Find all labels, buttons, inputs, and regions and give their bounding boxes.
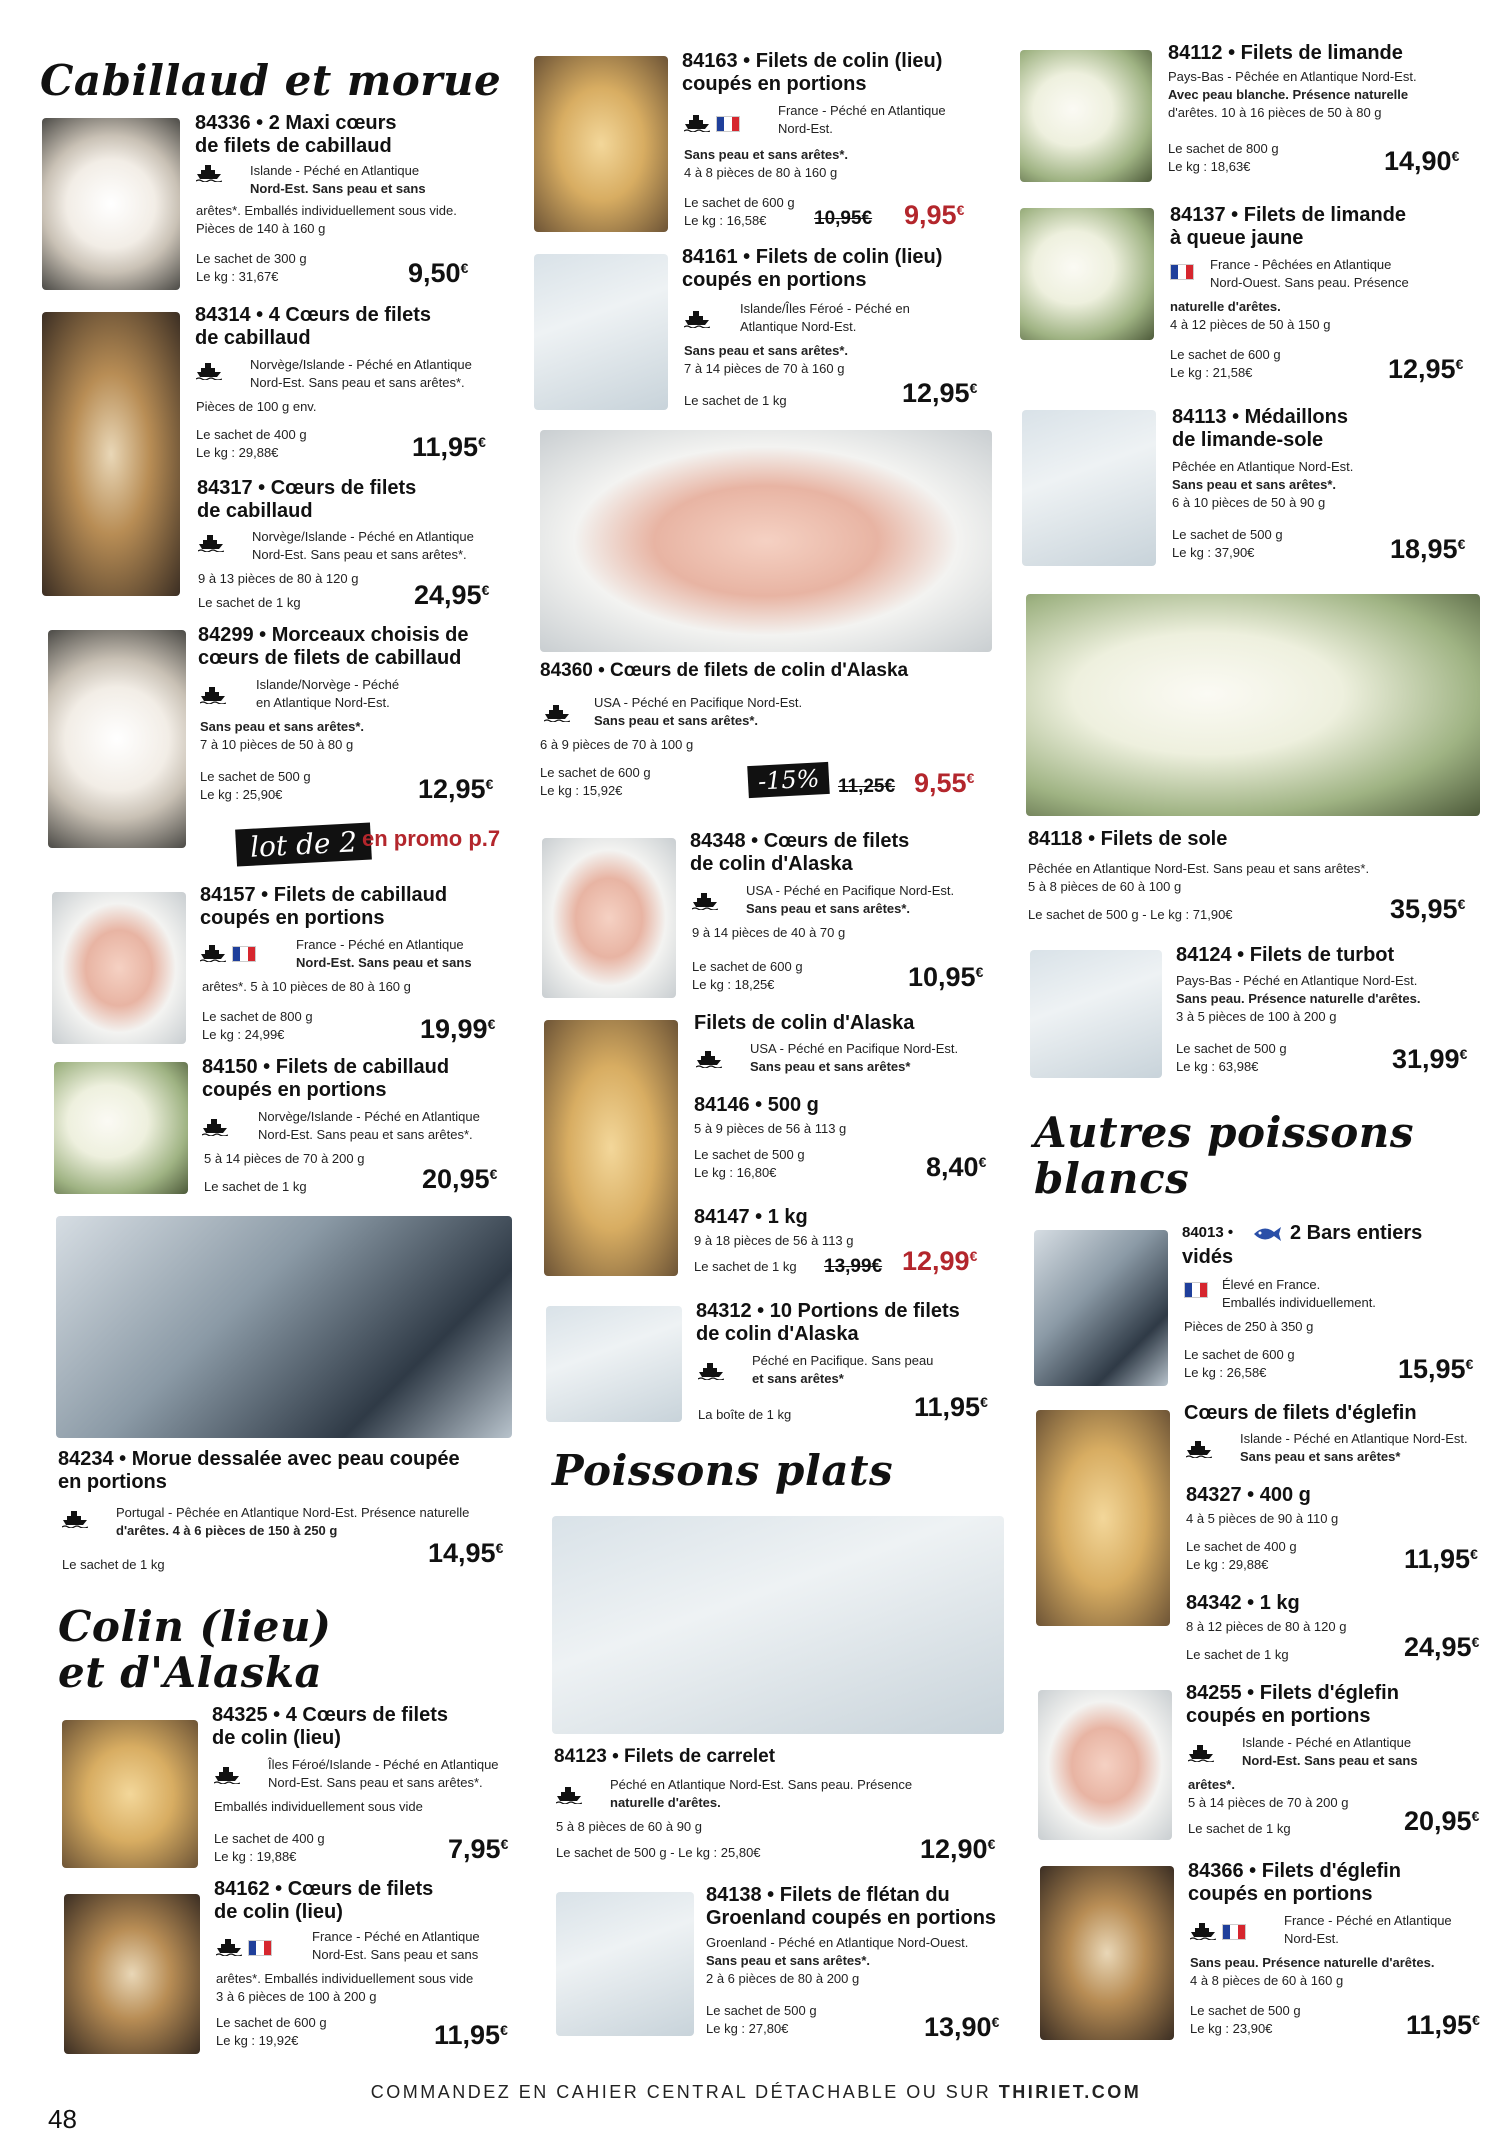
- price: 15,95€: [1398, 1354, 1474, 1384]
- info: Péché en Pacifique. Sans peau: [752, 1353, 934, 1368]
- info: Sans peau et sans arêtes*.: [706, 1953, 871, 1968]
- price: 12,95€: [418, 774, 494, 804]
- product-photo: [1020, 208, 1154, 340]
- product-photo: [540, 430, 992, 652]
- product-title: 84255 • Filets d'églefin coupés en portions: [1186, 1682, 1399, 1727]
- fishing-boat-icon: [684, 310, 710, 328]
- price-per-kg: Le kg : 23,90€: [1190, 2021, 1273, 2036]
- info: 4 à 8 pièces de 60 à 160 g: [1190, 1973, 1344, 1988]
- promo-price: 9,55€: [914, 768, 975, 798]
- origin: Pays-Bas - Péché en Atlantique Nord-Est.: [1176, 973, 1418, 988]
- info: 6 à 10 pièces de 50 à 90 g: [1172, 495, 1326, 510]
- pack-size: Le sachet de 500 g: [706, 2003, 817, 2018]
- origin: Nord-Ouest. Sans peau. Présence: [1210, 275, 1409, 290]
- lot-badge: lot de 2: [235, 822, 372, 866]
- origin: Nord-Est.: [1284, 1931, 1339, 1946]
- fish-logo-icon: [1252, 1224, 1282, 1244]
- origin: en Atlantique Nord-Est.: [256, 695, 390, 710]
- french-flag-icon: [248, 1940, 272, 1956]
- info: 5 à 14 pièces de 70 à 200 g: [204, 1151, 365, 1166]
- info: Sans peau. Présence naturelle d'arêtes.: [1176, 991, 1421, 1006]
- pack-size: La boîte de 1 kg: [698, 1407, 792, 1422]
- pack-size: Le sachet de 500 g - Le kg : 71,90€: [1028, 907, 1233, 922]
- product-title: 84123 • Filets de carrelet: [554, 1746, 776, 1767]
- discount-badge: -15%: [747, 762, 830, 798]
- fishing-boat-icon: [198, 534, 224, 552]
- pack-size: Le sachet de 1 kg: [694, 1259, 797, 1274]
- product-title: 84118 • Filets de sole: [1028, 828, 1228, 850]
- info: 5 à 8 pièces de 60 à 100 g: [1028, 879, 1182, 894]
- fishing-boat-icon: [62, 1510, 88, 1528]
- product-photo: [1026, 594, 1480, 816]
- product-title: 84163 • Filets de colin (lieu) coupés en portions: [682, 50, 943, 95]
- price-per-kg: Le kg : 63,98€: [1176, 1059, 1259, 1074]
- info: Avec peau blanche. Présence naturelle: [1168, 87, 1409, 102]
- product-photo: [1038, 1690, 1172, 1840]
- origin: Pêchée en Atlantique Nord-Est. Sans peau et sans arêtes*.: [1028, 861, 1370, 876]
- pack-size: Le sachet de 500 g: [1190, 2003, 1301, 2018]
- pack-size: Le sachet de 600 g: [684, 195, 795, 210]
- info: Sans peau et sans arêtes*: [1240, 1449, 1401, 1464]
- price: 12,95€: [1388, 354, 1464, 384]
- product-title: Filets de colin d'Alaska: [694, 1012, 915, 1034]
- info: Péché en Atlantique Nord-Est. Sans peau. Présence: [610, 1777, 913, 1792]
- pack-size: Le sachet de 800 g: [1168, 141, 1279, 156]
- info: et sans arêtes*: [752, 1371, 844, 1386]
- price-per-kg: Le kg : 24,99€: [202, 1027, 285, 1042]
- origin: USA - Péché en Pacifique Nord-Est.: [594, 695, 803, 710]
- product-title: Cœurs de filets d'églefin: [1184, 1402, 1417, 1424]
- info: Pièces de 140 à 160 g: [196, 221, 326, 236]
- price: 11,95€: [412, 432, 486, 462]
- product-title: 84314 • 4 Cœurs de filets de cabillaud: [195, 304, 431, 349]
- info: Sans peau et sans arêtes*.: [684, 343, 849, 358]
- info: d'arêtes. 4 à 6 pièces de 150 à 250 g: [116, 1523, 338, 1538]
- product-photo: [1040, 1866, 1174, 2040]
- pack-size: Le sachet de 400 g: [214, 1831, 325, 1846]
- price: 14,95€: [428, 1538, 504, 1568]
- product-photo: [64, 1894, 200, 2054]
- info: Sans peau et sans arêtes*.: [594, 713, 759, 728]
- pack-size: Le sachet de 1 kg: [198, 595, 301, 610]
- price-per-kg: Le kg : 18,25€: [692, 977, 775, 992]
- fishing-boat-icon: [216, 1938, 242, 1956]
- info: 7 à 14 pièces de 70 à 160 g: [684, 361, 845, 376]
- product-photo: [542, 838, 676, 998]
- info: d'arêtes. 10 à 16 pièces de 50 à 80 g: [1168, 105, 1382, 120]
- pack-size: Le sachet de 500 g: [200, 769, 311, 784]
- info: 9 à 18 pièces de 56 à 113 g: [694, 1233, 854, 1248]
- origin: Nord-Est. Sans peau et sans arêtes*.: [258, 1127, 473, 1142]
- info: 2 à 6 pièces de 80 à 200 g: [706, 1971, 860, 1986]
- info: 6 à 9 pièces de 70 à 100 g: [540, 737, 694, 752]
- info: 4 à 5 pièces de 90 à 110 g: [1186, 1511, 1339, 1526]
- product-title: vidés: [1182, 1246, 1234, 1268]
- price: 14,90€: [1384, 146, 1460, 176]
- french-flag-icon: [1222, 1924, 1246, 1940]
- product-title: 84348 • Cœurs de filets de colin d'Alaska: [690, 830, 910, 875]
- info: Sans peau et sans arêtes*.: [1172, 477, 1337, 492]
- pack-size: Le sachet de 500 g: [1176, 1041, 1287, 1056]
- origin: Islande - Péché en Atlantique: [250, 163, 420, 178]
- product-title: 84138 • Filets de flétan du Groenland coupés en portions: [706, 1884, 997, 1929]
- price: 24,95€: [414, 580, 490, 610]
- origin: France - Péché en Atlantique: [1284, 1913, 1452, 1928]
- origin: Nord-Est. Sans peau et sans: [296, 955, 472, 970]
- product-photo: [1022, 410, 1156, 566]
- product-photo: [1036, 1410, 1170, 1626]
- info: Nord-Est. Sans peau et sans: [1242, 1753, 1418, 1768]
- pack-size: Le sachet de 500 g: [1172, 527, 1283, 542]
- price-per-kg: Le kg : 25,90€: [200, 787, 283, 802]
- pack-size: Le sachet de 600 g: [692, 959, 803, 974]
- price-per-kg: Le kg : 37,90€: [1172, 545, 1255, 560]
- price-per-kg: Le kg : 29,88€: [196, 445, 279, 460]
- product-photo: [54, 1062, 188, 1194]
- pack-size: Le sachet de 600 g: [1170, 347, 1281, 362]
- info: 5 à 8 pièces de 60 à 90 g: [556, 1819, 703, 1834]
- origin: Nord-Est. Sans peau et sans arêtes*.: [250, 375, 465, 390]
- price: 20,95€: [422, 1164, 498, 1194]
- price: 19,99€: [420, 1014, 496, 1044]
- french-flag-icon: [1170, 264, 1194, 280]
- origin: Norvège/Islande - Péché en Atlantique: [250, 357, 472, 372]
- origin: France - Péché en Atlantique: [296, 937, 464, 952]
- old-price: 11,25€: [838, 776, 896, 797]
- promo-link[interactable]: en promo p.7: [362, 826, 501, 851]
- fishing-boat-icon: [556, 1786, 582, 1804]
- variant-title: 84327 • 400 g: [1186, 1484, 1311, 1506]
- info: 5 à 9 pièces de 56 à 113 g: [694, 1121, 847, 1136]
- product-title: 84113 • Médaillons de limande-sole: [1172, 406, 1348, 451]
- pack-size: Le sachet de 600 g: [540, 765, 651, 780]
- origin: Portugal - Pêchée en Atlantique Nord-Est. Présence naturelle: [116, 1505, 470, 1520]
- product-title: 84124 • Filets de turbot: [1176, 944, 1395, 966]
- origin: France - Péché en Atlantique: [312, 1929, 480, 1944]
- origin: Norvège/Islande - Péché en Atlantique: [258, 1109, 480, 1124]
- price: 11,95€: [1406, 2010, 1480, 2040]
- product-photo: [556, 1892, 694, 2036]
- product-photo: [1020, 50, 1152, 182]
- price: 9,50€: [408, 258, 469, 288]
- origin: Îles Féroé/Islande - Péché en Atlantique: [268, 1757, 499, 1772]
- old-price: 13,99€: [824, 1256, 883, 1277]
- info: naturelle d'arêtes.: [1170, 299, 1281, 314]
- pack-size: Le sachet de 600 g: [216, 2015, 327, 2030]
- old-price: 10,95€: [814, 208, 873, 229]
- product-title: 84234 • Morue dessalée avec peau coupée en portions: [58, 1448, 460, 1493]
- price-per-kg: Le kg : 21,58€: [1170, 365, 1253, 380]
- fishing-boat-icon: [214, 1766, 240, 1784]
- product-title: 84312 • 10 Portions de filets de colin d'Alaska: [696, 1300, 960, 1345]
- pack-size: Le sachet de 1 kg: [1188, 1821, 1291, 1836]
- price: 20,95€: [1404, 1806, 1480, 1836]
- french-flag-icon: [1184, 1282, 1208, 1298]
- pack-size: Le sachet de 400 g: [1186, 1539, 1297, 1554]
- fishing-boat-icon: [1188, 1744, 1214, 1762]
- origin: Pays-Bas - Pêchée en Atlantique Nord-Est.: [1168, 69, 1417, 84]
- origin: Islande - Péché en Atlantique Nord-Est.: [1240, 1431, 1468, 1446]
- info: Emballés individuellement sous vide: [214, 1799, 423, 1814]
- product-photo: [62, 1720, 198, 1868]
- product-photo: [42, 118, 180, 290]
- origin: France - Pêchées en Atlantique: [1210, 257, 1392, 272]
- site-link[interactable]: THIRIET.COM: [998, 2082, 1142, 2102]
- price: 13,90€: [924, 2012, 1000, 2042]
- origin: Nord-Est.: [778, 121, 833, 136]
- price: 7,95€: [448, 1834, 509, 1864]
- info: 9 à 14 pièces de 40 à 70 g: [692, 925, 846, 940]
- price: 31,99€: [1392, 1044, 1468, 1074]
- product-photo: [552, 1516, 1004, 1734]
- origin: France - Péché en Atlantique: [778, 103, 946, 118]
- info: 7 à 10 pièces de 50 à 80 g: [200, 737, 354, 752]
- price: 10,95€: [908, 962, 984, 992]
- price: 35,95€: [1390, 894, 1466, 924]
- price-per-kg: Le kg : 31,67€: [196, 269, 279, 284]
- origin: Islande/Norvège - Péché: [256, 677, 400, 692]
- product-photo: [546, 1306, 682, 1422]
- origin: Nord-Est. Sans peau et sans arêtes*.: [252, 547, 467, 562]
- info: Pièces de 250 à 350 g: [1184, 1319, 1314, 1334]
- pack-size: Le sachet de 1 kg: [684, 393, 787, 408]
- promo-price: 12,99€: [902, 1246, 978, 1276]
- fishing-boat-icon: [698, 1362, 724, 1380]
- origin: Groenland - Péché en Atlantique Nord-Ouest.: [706, 1935, 969, 1950]
- variant-title: 84146 • 500 g: [694, 1094, 819, 1116]
- product-photo: [52, 892, 186, 1044]
- variant-title: 84342 • 1 kg: [1186, 1592, 1300, 1614]
- pack-size: Le sachet de 1 kg: [204, 1179, 307, 1194]
- price-per-kg: Le kg : 19,92€: [216, 2033, 299, 2048]
- info: Pièces de 100 g env.: [196, 399, 317, 414]
- french-flag-icon: [716, 116, 740, 132]
- origin: Islande - Péché en Atlantique: [1242, 1735, 1412, 1750]
- product-photo: [534, 56, 668, 232]
- product-title: 84299 • Morceaux choisis de cœurs de filets de cabillaud: [198, 624, 469, 669]
- product-code: 84013 •: [1182, 1224, 1234, 1241]
- info: Sans peau. Présence naturelle d'arêtes.: [1190, 1955, 1435, 1970]
- origin: USA - Péché en Pacifique Nord-Est.: [746, 883, 955, 898]
- info: Sans peau et sans arêtes*.: [200, 719, 365, 734]
- info: 5 à 14 pièces de 70 à 200 g: [1188, 1795, 1349, 1810]
- price: 18,95€: [1390, 534, 1466, 564]
- pack-size: Le sachet de 300 g: [196, 251, 307, 266]
- origin: Nord-Est. Sans peau et sans: [312, 1947, 479, 1962]
- price-per-kg: Le kg : 15,92€: [540, 783, 623, 798]
- product-photo: [1034, 1230, 1168, 1386]
- price: 12,90€: [920, 1834, 996, 1864]
- product-title: 84112 • Filets de limande: [1168, 42, 1403, 64]
- info: naturelle d'arêtes.: [610, 1795, 721, 1810]
- info: 4 à 12 pièces de 50 à 150 g: [1170, 317, 1331, 332]
- price-per-kg: Le kg : 16,58€: [684, 213, 767, 228]
- price-per-kg: Le kg : 16,80€: [694, 1165, 777, 1180]
- pack-size: Le sachet de 800 g: [202, 1009, 313, 1024]
- section-title-poissons-plats: Poissons plats: [552, 1446, 894, 1495]
- info: Emballés individuellement.: [1222, 1295, 1376, 1310]
- price-per-kg: Le kg : 26,58€: [1184, 1365, 1267, 1380]
- price-per-kg: Le kg : 19,88€: [214, 1849, 297, 1864]
- origin: Nord-Est. Sans peau et sans: [250, 181, 426, 196]
- fishing-boat-icon: [696, 1050, 722, 1068]
- section-title-colin: Colin (lieu) et d'Alaska: [58, 1602, 332, 1698]
- promo-price: 9,95€: [904, 200, 965, 230]
- fishing-boat-icon: [196, 362, 222, 380]
- fishing-boat-icon: [200, 944, 226, 962]
- pack-size: Le sachet de 1 kg: [62, 1557, 165, 1572]
- fishing-boat-icon: [544, 704, 570, 722]
- info: arêtes*. 5 à 10 pièces de 80 à 160 g: [202, 979, 411, 994]
- info: Sans peau et sans arêtes*.: [684, 147, 849, 162]
- origin: Atlantique Nord-Est.: [740, 319, 857, 334]
- fishing-boat-icon: [1186, 1440, 1212, 1458]
- product-photo: [48, 630, 186, 848]
- price: 8,40€: [926, 1152, 987, 1182]
- product-title: 2 Bars entiers: [1290, 1222, 1423, 1244]
- page-number: 48: [48, 2104, 77, 2134]
- fishing-boat-icon: [196, 164, 222, 182]
- origin: Pêchée en Atlantique Nord-Est.: [1172, 459, 1354, 474]
- product-title: 84161 • Filets de colin (lieu) coupés en portions: [682, 246, 943, 291]
- fishing-boat-icon: [684, 114, 710, 132]
- section-title-autres: Autres poissons blancs: [1034, 1108, 1414, 1204]
- price: 12,95€: [902, 378, 978, 408]
- pack-size: Le sachet de 500 g: [694, 1147, 805, 1162]
- product-title: 84137 • Filets de limande à queue jaune: [1170, 204, 1406, 249]
- info: 3 à 5 pièces de 100 à 200 g: [1176, 1009, 1337, 1024]
- pack-size: Le sachet de 600 g: [1184, 1347, 1295, 1362]
- info: 4 à 8 pièces de 80 à 160 g: [684, 165, 838, 180]
- info: 8 à 12 pièces de 80 à 120 g: [1186, 1619, 1347, 1634]
- product-title: 84336 • 2 Maxi cœurs de filets de cabillaud: [195, 112, 397, 157]
- product-photo: [534, 254, 668, 410]
- info: Sans peau et sans arêtes*: [750, 1059, 911, 1074]
- french-flag-icon: [232, 946, 256, 962]
- info: arêtes*.: [1188, 1777, 1235, 1792]
- price-per-kg: Le kg : 29,88€: [1186, 1557, 1269, 1572]
- product-title: 84360 • Cœurs de filets de colin d'Alaska: [540, 660, 909, 681]
- product-photo: [1030, 950, 1162, 1078]
- pack-size: Le sachet de 1 kg: [1186, 1647, 1289, 1662]
- price-per-kg: Le kg : 27,80€: [706, 2021, 789, 2036]
- price: 11,95€: [434, 2020, 508, 2050]
- origin: USA - Péché en Pacifique Nord-Est.: [750, 1041, 959, 1056]
- product-title: 84325 • 4 Cœurs de filets de colin (lieu): [212, 1704, 448, 1749]
- origin: Norvège/Islande - Péché en Atlantique: [252, 529, 474, 544]
- fishing-boat-icon: [1190, 1922, 1216, 1940]
- footer-order-text: COMMANDEZ EN CAHIER CENTRAL DÉTACHABLE OU SUR THIRIET.COM: [370, 2082, 1142, 2102]
- product-photo: [42, 312, 180, 596]
- info: arêtes*. Emballés individuellement sous vide.: [196, 203, 457, 218]
- info: Sans peau et sans arêtes*.: [746, 901, 911, 916]
- pack-size: Le sachet de 500 g - Le kg : 25,80€: [556, 1845, 761, 1860]
- price: 11,95€: [914, 1392, 988, 1422]
- origin: Islande/Îles Féroé - Péché en: [740, 301, 910, 316]
- price: 24,95€: [1404, 1632, 1480, 1662]
- info: 9 à 13 pièces de 80 à 120 g: [198, 571, 359, 586]
- product-photo: [56, 1216, 512, 1438]
- fishing-boat-icon: [692, 892, 718, 910]
- origin: Nord-Est. Sans peau et sans arêtes*.: [268, 1775, 483, 1790]
- info: arêtes*. Emballés individuellement sous vide: [216, 1971, 474, 1986]
- product-title: 84366 • Filets d'églefin coupés en portions: [1188, 1860, 1401, 1905]
- product-title: 84162 • Cœurs de filets de colin (lieu): [214, 1878, 434, 1923]
- section-title-cabillaud: Cabillaud et morue: [40, 56, 502, 105]
- fishing-boat-icon: [200, 686, 226, 704]
- info: 3 à 6 pièces de 100 à 200 g: [216, 1989, 377, 2004]
- product-title: 84157 • Filets de cabillaud coupés en portions: [200, 884, 448, 929]
- price-per-kg: Le kg : 18,63€: [1168, 159, 1251, 174]
- variant-title: 84147 • 1 kg: [694, 1206, 808, 1228]
- product-title: 84150 • Filets de cabillaud coupés en portions: [202, 1056, 450, 1101]
- pack-size: Le sachet de 400 g: [196, 427, 307, 442]
- product-photo: [544, 1020, 678, 1276]
- product-title: 84317 • Cœurs de filets de cabillaud: [197, 477, 417, 522]
- origin: Élevé en France.: [1222, 1277, 1321, 1292]
- price: 11,95€: [1404, 1544, 1478, 1574]
- fishing-boat-icon: [202, 1118, 228, 1136]
